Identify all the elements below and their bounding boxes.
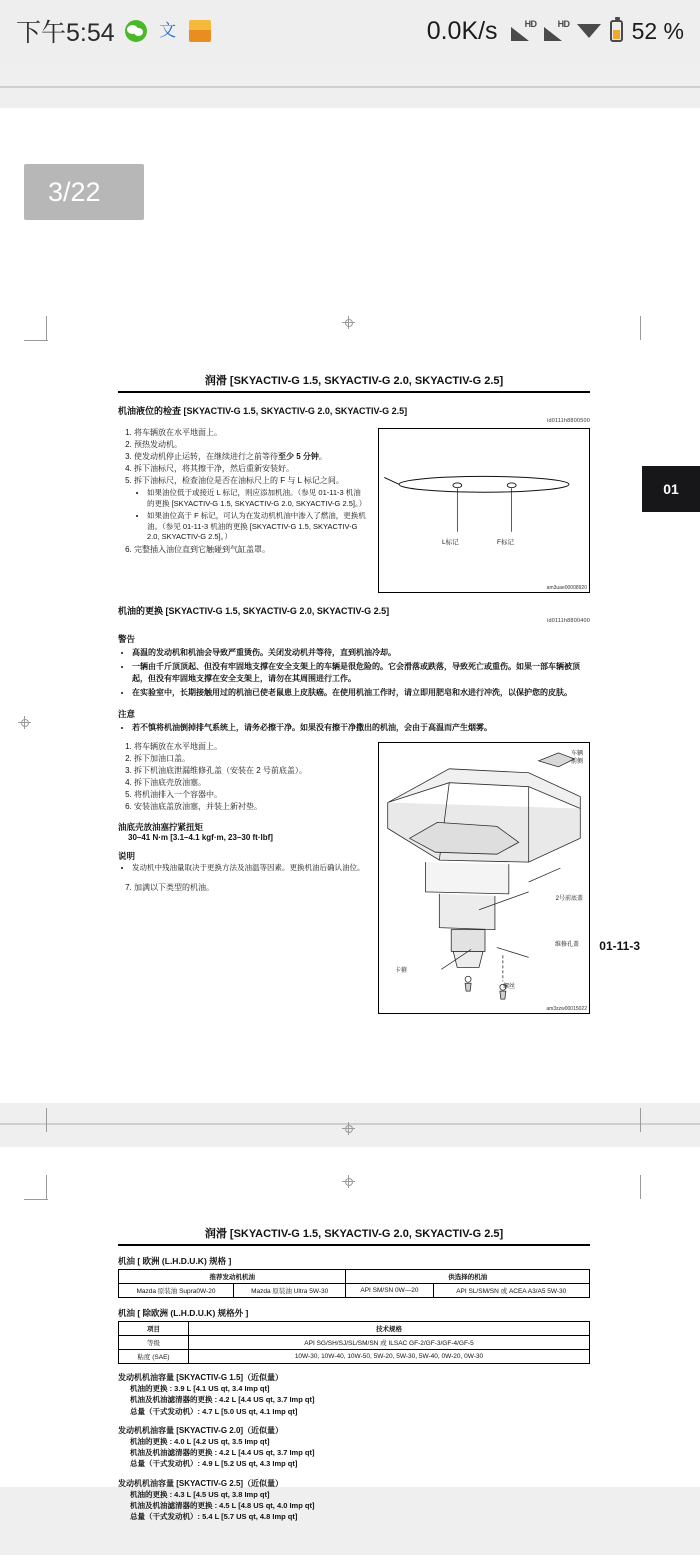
table1-title: 机油 [ 欧洲 (L.H.D.U.K) 规格 ] [118, 1256, 232, 1266]
table1-cell-3: API SM/SN 0W—20 [346, 1284, 433, 1298]
page-indicator-badge: 3/22 [24, 164, 144, 220]
crop-mark-tr-v-2 [640, 1175, 641, 1199]
status-bar-left [16, 13, 211, 49]
section1-figure-column [378, 424, 590, 593]
section1-text-column [118, 424, 368, 593]
list-item: 1. 将车辆放在水平地面上。 [134, 741, 368, 753]
section2-doc-id: id0111h8800400 [547, 618, 590, 624]
caution-heading: 注意 [118, 709, 136, 719]
dipstick-drawing [379, 429, 589, 592]
figure-label-vehicle-front: 车辆 前侧 [570, 751, 583, 765]
underbody-drawing [379, 743, 589, 1013]
torque-spec-value: 30–41 N·m [3.1–4.1 kgf·m, 23–30 ft·lbf] [128, 833, 273, 843]
figure-2-caption: am3zzw00015022 [546, 1006, 587, 1012]
warning-heading: 警告 [118, 634, 136, 644]
capacity-heading-25: 发动机机油容量 [SKYACTIV-G 2.5]（近似量） [118, 1478, 284, 1488]
list-item: 4. 拆下油标尺，将其擦干净，然后重新安装好。 [134, 463, 368, 475]
capacity-line: 机油的更换 : 4.3 L [4.5 US qt, 3.8 Imp qt] [130, 1489, 270, 1499]
page-gap-top [0, 88, 700, 108]
crop-mark-tl-v [46, 316, 47, 340]
list-item: 1. 将车辆放在水平地面上。 [134, 427, 368, 439]
section1-doc-id: id0111h8800500 [547, 418, 590, 424]
note-heading: 说明 [118, 851, 136, 862]
crop-mark-tl-h-2 [24, 1199, 48, 1200]
capacity-line: 总量（干式发动机）: 5.4 L [5.7 US qt, 4.8 Imp qt] [130, 1512, 298, 1521]
list-item: • 如果油位高于 F 标记，可认为在发动机机油中渗入了燃油，更换机油。（参见 01-11-3 机油的更换 [SKYACTIV-G 1.5, SKYACTIV-G 2.0, SKYACTIV-G 2.5]。） [147, 511, 368, 544]
table-row [119, 1336, 590, 1350]
table2-title: 机油 [ 除欧洲 (L.H.D.U.K) 规格外 ] [118, 1308, 249, 1318]
table2-r2c1: 粘度 (SAE) [119, 1350, 189, 1364]
signal-bars-icon-2 [544, 21, 568, 41]
doc-title-1: 润滑 [SKYACTIV-G 1.5, SKYACTIV-G 2.0, SKYACTIV-G 2.5] [118, 372, 590, 393]
table2-r2c2: 10W-30, 10W-40, 10W-50, 5W-20, 5W-30, 5W-40, 0W-20, 0W-30 [189, 1350, 590, 1364]
list-item: 3. 使发动机停止运转，在继续进行之前等待至少 5 分钟。 [134, 451, 368, 463]
dipstick-figure [378, 428, 590, 593]
crop-mark-tl-h [24, 340, 48, 341]
network-speed: 0.0K/s [426, 16, 498, 45]
document-content-2 [118, 1225, 590, 1522]
section2-figure-column [378, 738, 590, 1014]
list-item: • 发动机中残油量取决于更换方法及油温等因素。更换机油后确认油位。 [132, 863, 368, 874]
hd-badge-2: HD [557, 19, 570, 29]
dipstick-label-f: F标记 [497, 539, 514, 546]
section1-step5-bullets [134, 488, 368, 543]
figure-label-screw: 螺丝 [503, 984, 516, 990]
note-list [118, 863, 368, 874]
torque-spec-title: 油底壳放油塞拧紧扭矩 [118, 822, 204, 833]
registration-mark-top-2 [342, 1175, 355, 1188]
registration-mark-top [342, 316, 355, 329]
figure-1-caption: am3uae00008920 [546, 585, 587, 591]
battery-icon [610, 20, 623, 42]
torque-spec [118, 821, 368, 842]
folder-icon [189, 20, 211, 42]
capacity-line: 机油及机油滤清器的更换 : 4.5 L [4.8 US qt, 4.0 Imp qt] [130, 1500, 315, 1510]
list-item: 6. 完整插入油位直到它触碰到气缸盖罩。 [134, 544, 368, 556]
capacity-block-20 [118, 1425, 590, 1470]
section1-steps [118, 427, 368, 556]
table-row [119, 1350, 590, 1364]
table-row [119, 1322, 590, 1336]
capacity-line: 总量（干式发动机）: 4.9 L [5.2 US qt, 4.3 Imp qt] [130, 1459, 298, 1469]
list-item: 5. 将机油排入一个容器中。 [134, 789, 368, 801]
registration-mark-left [18, 716, 31, 729]
figure-label-service-hole-cover: 维修孔盖 [554, 942, 579, 948]
table2-r1c1: 等级 [119, 1336, 189, 1350]
list-item: 7. 加满以下类型的机油。 [134, 882, 368, 894]
battery-percent: 52 % [631, 17, 684, 44]
list-item: 2. 预热发动机。 [134, 439, 368, 451]
list-item: 3. 拆下机油底泄漏维修孔盖（安装在 2 号前底盖）。 [134, 765, 368, 777]
list-item: • 一辆由千斤顶顶起、但没有牢固地支撑在安全支架上的车辆是很危险的。它会滑落或跌落，导致死亡或重伤。如果一部车辆被顶起，但没有牢固地支撑在安全支架上，请勿在其周围进行工作。 [132, 661, 590, 685]
table2-r1c2: API SG/SH/SJ/SL/SM/SN 或 ILSAC GF-2/GF-3/GF-4/GF-5 [189, 1336, 590, 1350]
underbody-figure [378, 742, 590, 1014]
document-content-1 [118, 372, 590, 1014]
page-gap-mid-top [0, 1103, 700, 1123]
section-tab-01: 01 [642, 466, 700, 512]
table1-group-header-1: 推荐发动机机油 [119, 1270, 346, 1284]
section1-columns [118, 424, 590, 593]
warning-list [118, 647, 590, 699]
hd-badge-1: HD [524, 19, 537, 29]
section2-steps [118, 741, 368, 813]
translate-icon: 文 [159, 21, 177, 41]
document-page-2[interactable] [0, 1147, 700, 1521]
caution-list [118, 722, 590, 734]
page-number-1: 01-11-3 [599, 939, 640, 953]
capacity-block-15 [118, 1372, 590, 1417]
status-bar [0, 0, 700, 62]
signal-bars-icon-1 [511, 21, 535, 41]
registration-mark-bottom [342, 1122, 355, 1135]
section2-heading: 机油的更换 [SKYACTIV-G 1.5, SKYACTIV-G 2.0, SKYACTIV-G 2.5] [118, 606, 390, 616]
table1-group-header-2: 供选择的机油 [346, 1270, 590, 1284]
status-clock: 下午5:54 [16, 19, 115, 47]
list-item: • 如果油位低于或接近 L 标记，则应添加机油。（参见 01-11-3 机油的更换 [SKYACTIV-G 1.5, SKYACTIV-G 2.0, SKYACTIV-G 2.5]。） [147, 488, 368, 510]
capacity-heading-15: 发动机机油容量 [SKYACTIV-G 1.5]（近似量） [118, 1373, 284, 1382]
capacity-line: 机油的更换 : 4.0 L [4.2 US qt, 3.5 Imp qt] [130, 1436, 270, 1446]
table2-header-2: 技术规格 [189, 1322, 590, 1336]
crop-mark-bl-v [46, 1108, 47, 1132]
capacity-block-25 [118, 1478, 590, 1523]
table1-cell-4: API SL/SM/SN 或 ACEA A3/A5 5W-30 [433, 1284, 590, 1298]
dipstick-label-l: L标记 [442, 539, 459, 546]
section2-steps-cont [118, 882, 368, 894]
toolbar-spacer [0, 62, 700, 86]
doc-title-2: 润滑 [SKYACTIV-G 1.5, SKYACTIV-G 2.0, SKYACTIV-G 2.5] [118, 1225, 590, 1246]
status-bar-right [427, 17, 684, 46]
list-item: 4. 拆下油底壳放油塞。 [134, 777, 368, 789]
table-row [119, 1270, 590, 1284]
section2-text-column [118, 738, 368, 1014]
list-item: • 高温的发动机和机油会导致严重烫伤。关闭发动机并等待，直到机油冷却。 [132, 647, 590, 659]
table1-cell-2: Mazda 原装油 Ultra 5W-30 [233, 1284, 346, 1298]
document-page-1[interactable] [0, 108, 700, 1103]
list-item: • 若不慎将机油倒掉排气系统上，请务必擦干净。如果没有擦干净撒出的机油，会由于高温而产生烟雾。 [132, 722, 590, 734]
capacity-line: 机油及机油滤清器的更换 : 4.2 L [4.4 US qt, 3.7 Imp qt] [130, 1448, 315, 1457]
capacity-line: 总量（干式发动机）: 4.7 L [5.0 US qt, 4.1 Imp qt] [130, 1406, 298, 1416]
crop-mark-tr-v [640, 316, 641, 340]
table-row [119, 1284, 590, 1298]
list-item: • 在实验室中，长期接触用过的机油已使老鼠患上皮肤癌。在使用机油工作时，请立即用肥皂和水进行冲洗，以保护您的皮肤。 [132, 687, 590, 699]
figure-label-front-undercover: 2号前底盖 [555, 896, 583, 902]
crop-mark-tl-v-2 [46, 1175, 47, 1199]
section2-columns [118, 738, 590, 1014]
list-item: 6. 安装油底盖放油塞，并装上新衬垫。 [134, 801, 368, 813]
list-item: 5. 拆下油标尺，检查油位是否在油标尺上的 F 与 L 标记之间。 • 如果油位低于或接近 L 标记，则应添加机油。（参见 01-11-3 机油的更换 [SKYACTIV-G 1.5, SKYACTIV-G 2.0, SKYACTIV-G 2.5]。） • 如果油位高于 F 标记，可认为在发动机机油中渗入了燃油，更换机油。（参见 01-11-3 机油的更换 [SKYACTIV-G 1.5, SKYACTIV-G 2.0, SKYACTIV-G 2.5]。） [134, 475, 368, 543]
wechat-icon [125, 20, 147, 42]
capacity-line: 机油及机油滤清器的更换 : 4.2 L [4.4 US qt, 3.7 Imp qt] [130, 1395, 315, 1405]
oil-spec-table-other [118, 1321, 590, 1364]
table1-cell-1: Mazda 原装油 Supra0W-20 [119, 1284, 234, 1298]
table2-header-1: 项目 [119, 1322, 189, 1336]
capacity-heading-20: 发动机机油容量 [SKYACTIV-G 2.0]（近似量） [118, 1425, 284, 1435]
crop-mark-br-v [640, 1108, 641, 1132]
wifi-icon [577, 22, 601, 40]
list-item: 2. 拆下加油口盖。 [134, 753, 368, 765]
capacity-line: 机油的更换 : 3.9 L [4.1 US qt, 3.4 Imp qt] [130, 1384, 270, 1393]
section1-heading: 机油液位的检查 [SKYACTIV-G 1.5, SKYACTIV-G 2.0, SKYACTIV-G 2.5] [118, 406, 408, 416]
oil-spec-table-europe [118, 1269, 590, 1298]
figure-label-clamp: 卡箍 [395, 968, 408, 974]
